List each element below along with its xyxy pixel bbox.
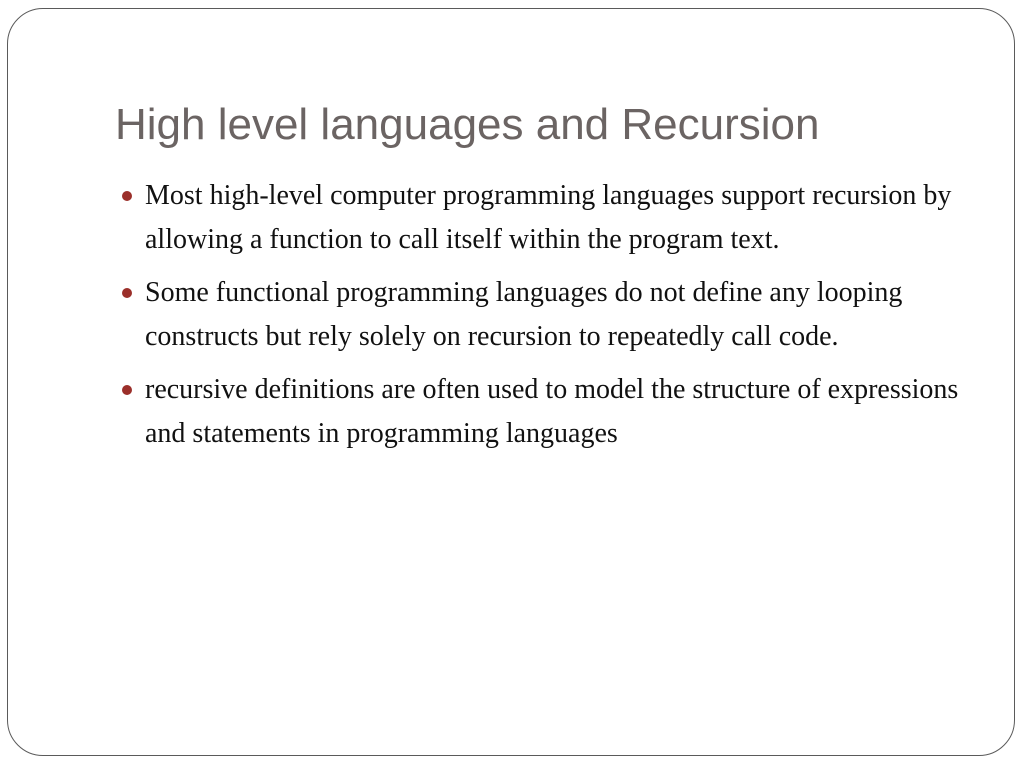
bullet-icon — [122, 385, 132, 395]
bullet-text: Most high-level computer programming languages support recursion by allowing a function to call itself within the program text. — [145, 180, 952, 255]
bullet-item — [115, 174, 975, 262]
bullet-icon — [122, 288, 132, 298]
bullet-item — [115, 271, 975, 359]
slide-title: High level languages and Recursion — [115, 100, 820, 149]
bullet-icon — [122, 191, 132, 201]
bullet-text: Some functional programming languages do not define any looping constructs but rely solely on recursion to repeatedly call code. — [145, 277, 903, 352]
bullet-text: recursive definitions are often used to model the structure of expressions and statements in programming languages — [145, 374, 959, 449]
bullet-item — [115, 368, 975, 456]
slide-frame — [7, 8, 1015, 756]
bullet-list — [115, 174, 975, 465]
